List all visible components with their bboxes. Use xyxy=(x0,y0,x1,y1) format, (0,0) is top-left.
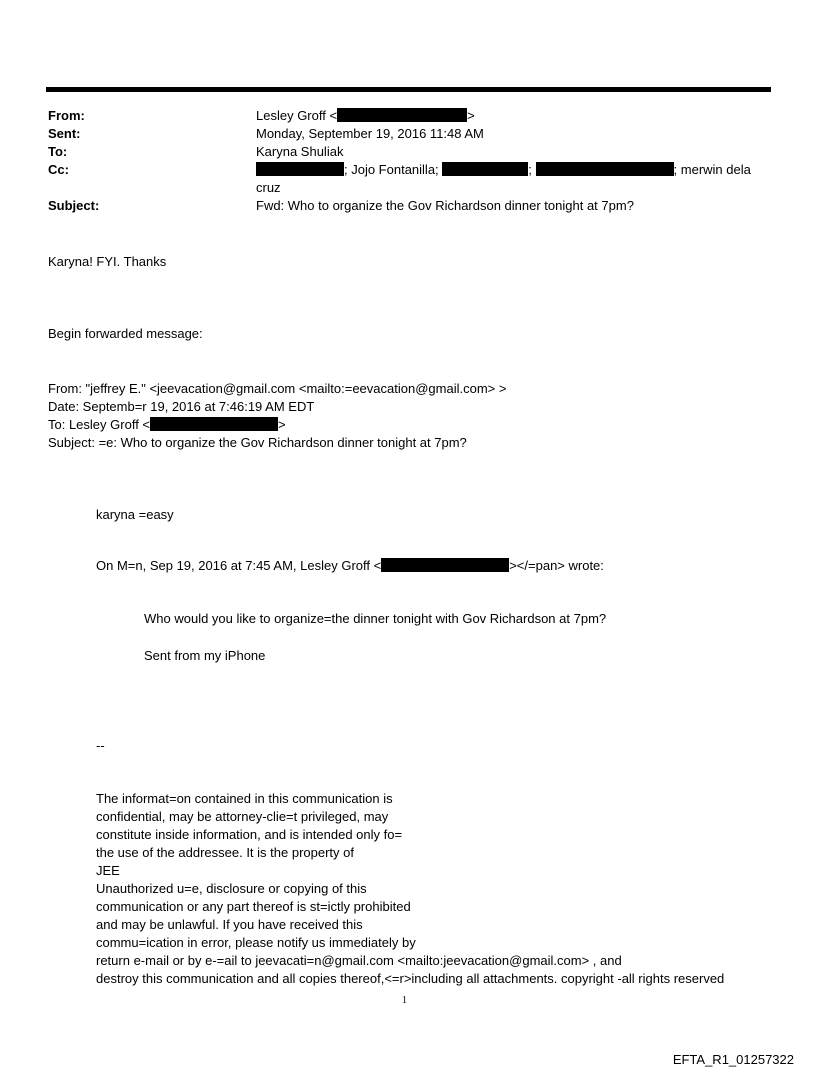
disclaimer-line: JEE xyxy=(96,863,120,878)
redaction-box xyxy=(381,558,509,572)
signature: Sent from my iPhone xyxy=(144,648,266,663)
cc-row xyxy=(48,161,768,197)
disclaimer-line: and may be unlawful. If you have received this xyxy=(96,917,363,932)
redaction-box xyxy=(536,162,674,176)
on-prefix: On M=n, Sep 19, 2016 at 7:45 AM, Lesley Groff < xyxy=(96,558,382,573)
disclaimer-line: constitute inside information, and is intended only fo= xyxy=(96,827,403,842)
to-row xyxy=(48,143,768,161)
cc-part2: ; xyxy=(528,162,532,177)
fwd-to-prefix: To: Lesley Groff < xyxy=(48,417,151,432)
redaction-box xyxy=(337,108,467,122)
cc-part4: cruz xyxy=(256,180,281,195)
sent-label: Sent: xyxy=(48,126,81,141)
separator: -- xyxy=(96,738,105,753)
cc-part3: ; merwin dela xyxy=(673,162,751,177)
disclaimer-line: confidential, may be attorney-clie=t privileged, may xyxy=(96,809,389,824)
redaction-box xyxy=(256,162,344,176)
subject-value: Fwd: Who to organize the Gov Richardson dinner tonight at 7pm? xyxy=(256,198,634,213)
fwd-date: Date: Septemb=r 19, 2016 at 7:46:19 AM EDT xyxy=(48,399,315,414)
sent-value: Monday, September 19, 2016 11:48 AM xyxy=(256,126,484,141)
from-value: Lesley Groff < xyxy=(256,108,338,123)
redaction-box xyxy=(150,417,278,431)
disclaimer-line: commu=ication in error, please notify us immediately by xyxy=(96,935,416,950)
fwd-subject: Subject: =e: Who to organize the Gov Richardson dinner tonight at 7pm? xyxy=(48,435,467,450)
disclaimer-line: communication or any part thereof is st=ictly prohibited xyxy=(96,899,411,914)
cc-part1: ; Jojo Fontanilla; xyxy=(344,162,439,177)
header-rule xyxy=(46,87,771,92)
redaction-box xyxy=(442,162,528,176)
on-suffix: ></=pan> wrote: xyxy=(509,558,604,573)
disclaimer-line: return e-mail or by e-=ail to jeevacati=n@gmail.com <mailto:jeevacation@gmail.com> , and xyxy=(96,953,622,968)
from-row xyxy=(48,107,768,125)
cc-label: Cc: xyxy=(48,162,69,177)
subject-label: Subject: xyxy=(48,198,100,213)
email-header xyxy=(48,107,768,215)
forwarded-intro: Begin forwarded message: xyxy=(48,326,203,341)
disclaimer-line: Unauthorized u=e, disclosure or copying of this xyxy=(96,881,367,896)
from-label: From: xyxy=(48,108,85,123)
on-wrote-line xyxy=(96,557,604,575)
to-label: To: xyxy=(48,144,68,159)
disclaimer xyxy=(96,790,724,988)
document-id: EFTA_R1_01257322 xyxy=(672,1052,794,1067)
reply-text: karyna =easy xyxy=(96,507,174,522)
greeting: Karyna! FYI. Thanks xyxy=(48,254,167,269)
quoted-text: Who would you like to organize=the dinner tonight with Gov Richardson at 7pm? xyxy=(144,611,607,626)
subject-row xyxy=(48,197,768,215)
page-number: 1 xyxy=(402,995,407,1006)
to-value: Karyna Shuliak xyxy=(256,144,344,159)
disclaimer-line: the use of the addressee. It is the property of xyxy=(96,845,354,860)
fwd-to-suffix: > xyxy=(278,417,286,432)
sent-row xyxy=(48,125,768,143)
fwd-from: From: "jeffrey E." <jeevacation@gmail.com <mailto:=eevacation@gmail.com> > xyxy=(48,381,507,396)
from-close: > xyxy=(467,108,475,123)
forwarded-header xyxy=(48,380,506,452)
disclaimer-line: The informat=on contained in this communication is xyxy=(96,791,393,806)
disclaimer-line: destroy this communication and all copies thereof,<=r>including all attachments. copyright -all rights reserved xyxy=(96,971,725,986)
